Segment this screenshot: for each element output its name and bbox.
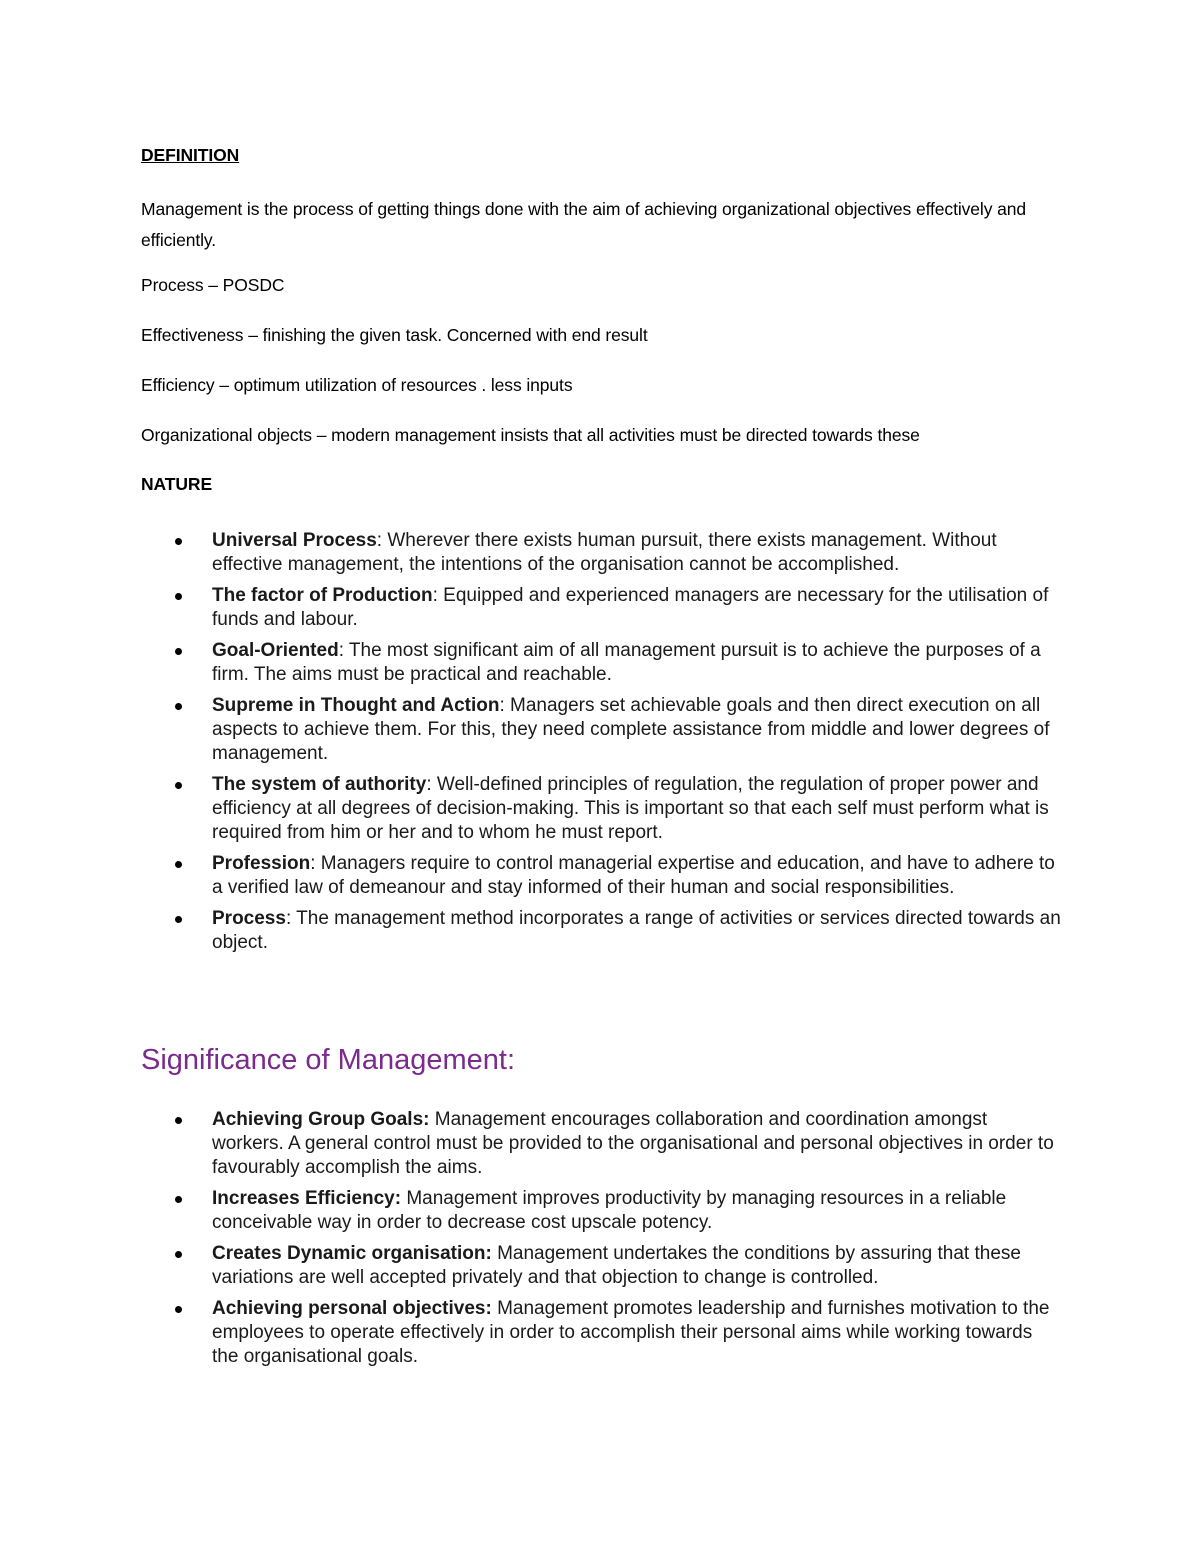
item-term: Achieving personal objectives: xyxy=(212,1298,492,1319)
item-text: : Equipped and experienced managers are necessary for the utilisation of funds and labour. xyxy=(212,585,1049,630)
bullet-icon xyxy=(175,782,182,789)
bullet-icon xyxy=(175,1117,182,1124)
item-text: Management undertakes the conditions by assuring that these variations are well accepted privately and that objection to change is controlled. xyxy=(212,1243,1021,1288)
bullet-icon xyxy=(175,1251,182,1258)
bullet-icon xyxy=(175,1306,182,1313)
item-text: Management promotes leadership and furnishes motivation to the employees to operate effectively in order to accomplish their personal aims while working towards the organisational goals. xyxy=(212,1298,1050,1367)
list-item xyxy=(141,694,1061,766)
nature-heading: NATURE xyxy=(141,474,213,494)
bullet-icon xyxy=(175,593,182,600)
bullet-icon xyxy=(175,1196,182,1203)
item-term: Universal Process xyxy=(212,530,377,551)
organizational-objects-line: Organizational objects – modern management insists that all activities must be directed towards these xyxy=(141,425,920,445)
list-item xyxy=(141,1297,1061,1369)
item-text: : Well-defined principles of regulation, the regulation of proper power and efficiency at all degrees of decision-making. This is important so that each self must perform what is required from him or her and to whom he must report. xyxy=(212,774,1049,843)
item-text: Management encourages collaboration and coordination amongst workers. A general control must be provided to the organisational and personal objectives in order to favourably accomplish the aims. xyxy=(212,1109,1054,1178)
definition-paragraph: Management is the process of getting things done with the aim of achieving organizational objectives effectively and efficiently. xyxy=(141,199,1027,250)
item-term: The system of authority xyxy=(212,774,427,795)
item-term: Profession xyxy=(212,853,311,874)
bullet-icon xyxy=(175,703,182,710)
significance-list xyxy=(141,1108,1061,1376)
item-text: : Managers require to control managerial expertise and education, and have to adhere to a verified law of demeanour and stay informed of their human and social responsibilities. xyxy=(212,853,1055,898)
item-term: The factor of Production xyxy=(212,585,433,606)
item-term: Goal-Oriented xyxy=(212,640,339,661)
list-item xyxy=(141,639,1061,687)
item-text: : Wherever there exists human pursuit, there exists management. Without effective management, the intentions of the organisation cannot be accomplished. xyxy=(212,530,997,575)
item-term: Increases Efficiency: xyxy=(212,1188,402,1209)
bullet-icon xyxy=(175,648,182,655)
list-item xyxy=(141,584,1061,632)
list-item xyxy=(141,773,1061,845)
definition-heading: DEFINITION xyxy=(141,145,240,165)
effectiveness-line: Effectiveness – finishing the given task. Concerned with end result xyxy=(141,325,648,345)
list-item xyxy=(141,852,1061,900)
list-item xyxy=(141,1108,1061,1180)
item-text: Management improves productivity by managing resources in a reliable conceivable way in order to decrease cost upscale potency. xyxy=(212,1188,1007,1233)
process-line: Process – POSDC xyxy=(141,275,285,295)
nature-list xyxy=(141,529,1061,962)
bullet-icon xyxy=(175,538,182,545)
item-term: Supreme in Thought and Action xyxy=(212,695,500,716)
item-text: : Managers set achievable goals and then direct execution on all aspects to achieve them. For this, they need complete assistance from middle and lower degrees of management. xyxy=(212,695,1050,764)
list-item xyxy=(141,1187,1061,1235)
item-text: : The most significant aim of all management pursuit is to achieve the purposes of a firm. The aims must be practical and reachable. xyxy=(212,640,1041,685)
list-item xyxy=(141,907,1061,955)
item-term: Process xyxy=(212,908,286,929)
item-term: Achieving Group Goals: xyxy=(212,1109,430,1130)
list-item xyxy=(141,529,1061,577)
bullet-icon xyxy=(175,861,182,868)
bullet-icon xyxy=(175,916,182,923)
item-term: Creates Dynamic organisation: xyxy=(212,1243,492,1264)
significance-heading: Significance of Management: xyxy=(141,1044,515,1076)
efficiency-line: Efficiency – optimum utilization of resources . less inputs xyxy=(141,375,573,395)
list-item xyxy=(141,1242,1061,1290)
item-text: : The management method incorporates a range of activities or services directed towards an object. xyxy=(212,908,1061,953)
